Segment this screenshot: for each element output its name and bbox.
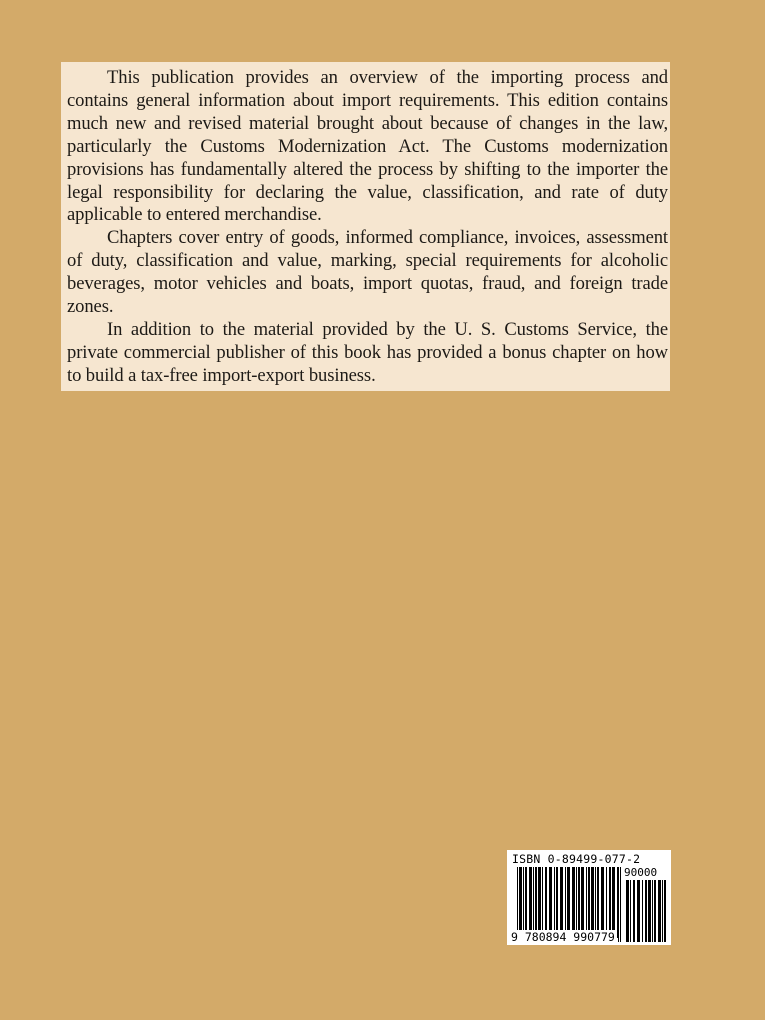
isbn-barcode (507, 850, 671, 945)
description-paragraph-1: This publication provides an overview of the importing process and contains general information about import requirements. This edition contains much new and revised material brought about because of changes in the law, particularly the Customs Modernization Act. The Customs modernization provisions has fundamentally altered the process by shifting to the importer the legal responsibility for declaring the value, classification, and rate of duty applicable to entered merchandise. (67, 67, 668, 226)
ean-digits: 9 780894 990779 (511, 930, 615, 944)
description-paragraph-2: Chapters cover entry of goods, informed compliance, invoices, assessment of duty, classification and value, marking, special requirements for alcoholic beverages, motor vehicles and boats, import quotas, fraud, and foreign trade zones. (67, 227, 668, 318)
description-text-box (61, 62, 670, 391)
description-paragraph-3: In addition to the material provided by the U. S. Customs Service, the private commercial publisher of this book has provided a bonus chapter on how to build a tax-free import-export business. (67, 318, 668, 386)
price-addon-digits: 90000 (624, 866, 658, 879)
isbn-label: ISBN 0-89499-077-2 (512, 852, 641, 866)
